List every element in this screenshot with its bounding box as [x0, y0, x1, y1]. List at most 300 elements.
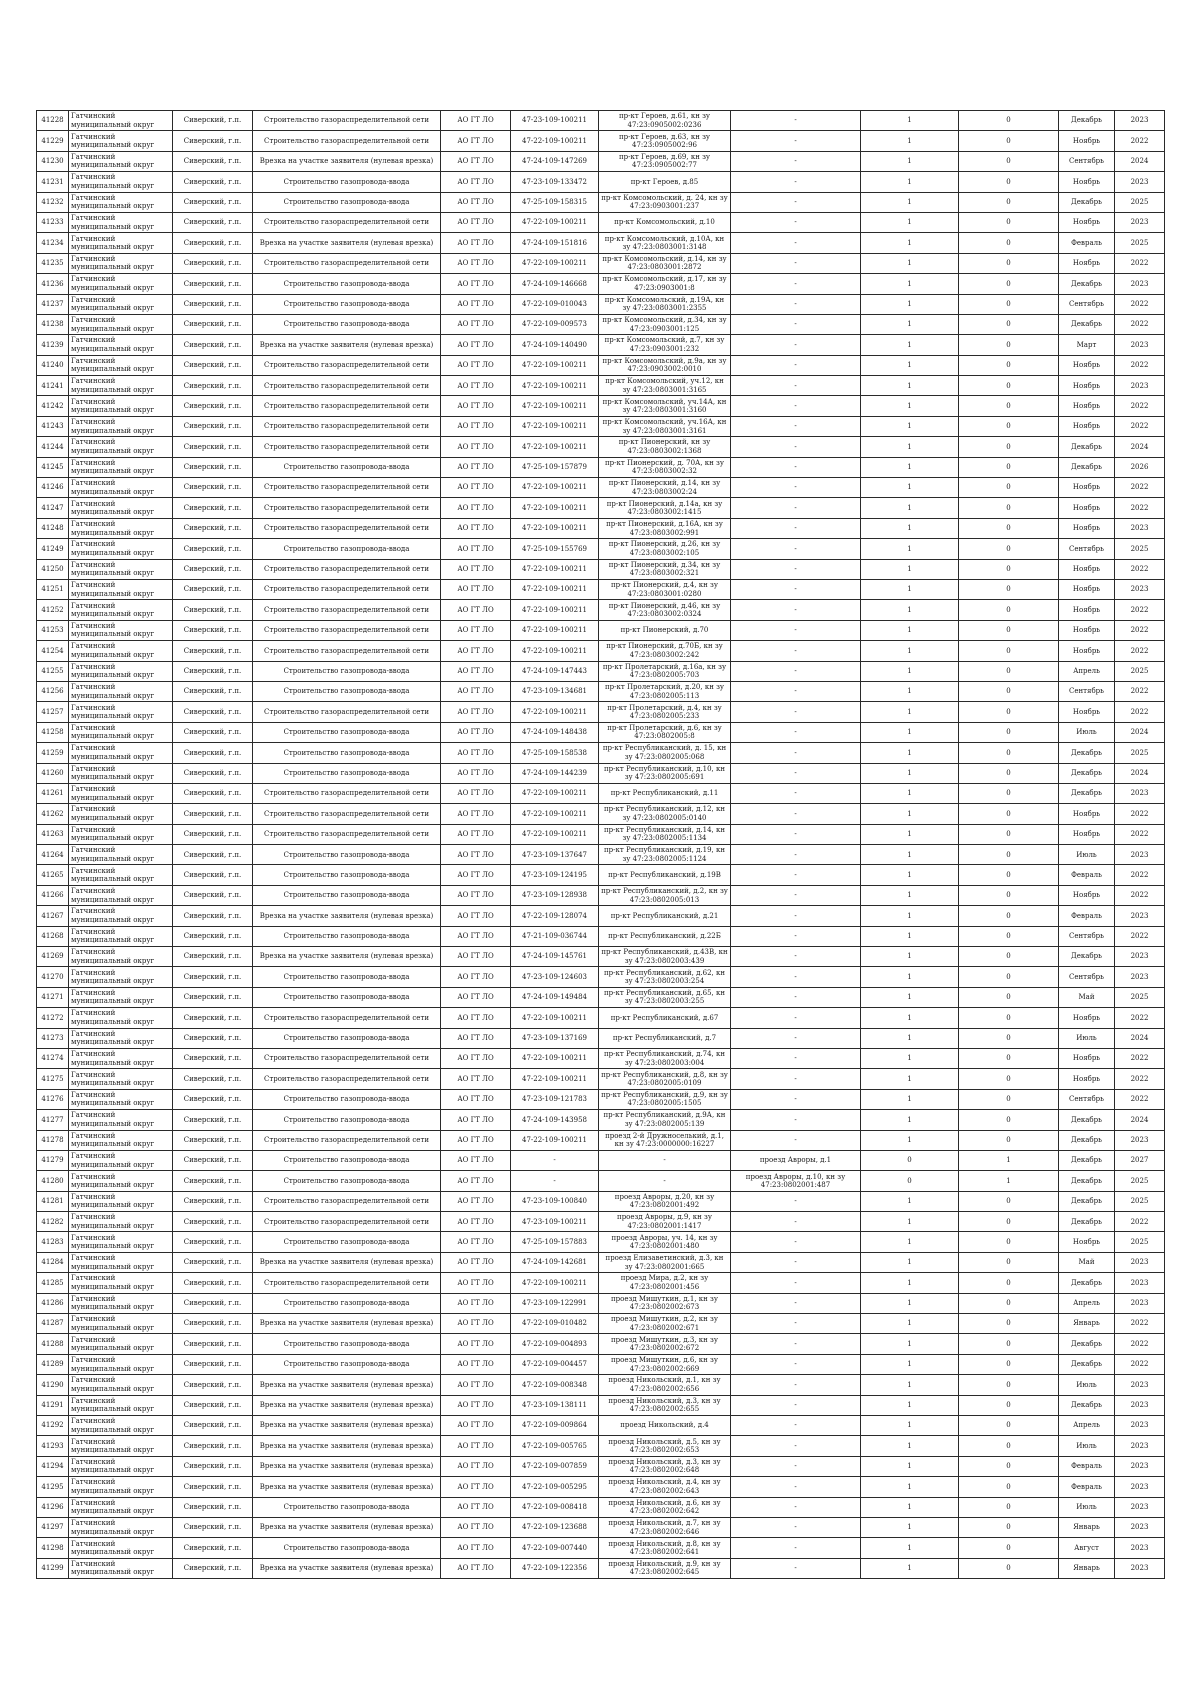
- address-cell: пр-кт Республиканский, д.43В, кн зу 47:23:0802003:439: [599, 947, 731, 967]
- address-cell: пр-кт Комсомольский, д.10: [599, 212, 731, 232]
- organization-cell: АО ГТ ЛО: [441, 1110, 511, 1130]
- month-cell: Ноябрь: [1059, 396, 1115, 416]
- extra-address-cell: -: [731, 1191, 861, 1211]
- settlement-cell: Сиверский, г.п.: [173, 865, 253, 885]
- month-cell: Ноябрь: [1059, 885, 1115, 905]
- district-cell: Гатчинский муниципальный округ: [69, 600, 173, 620]
- table-row: [37, 1212, 1165, 1232]
- work-type-cell: Строительство газопровода-ввода: [253, 1171, 441, 1191]
- address-cell: пр-кт Героев, д.69, кн зу 47:23:0905002:77: [599, 151, 731, 171]
- address-cell: пр-кт Республиканский, д.19В: [599, 865, 731, 885]
- table-row: [37, 1375, 1165, 1395]
- work-type-cell: Врезка на участке заявителя (нулевая врезка): [253, 1477, 441, 1497]
- count-2-cell: 0: [959, 437, 1059, 457]
- table-row: [37, 1558, 1165, 1578]
- work-type-cell: Строительство газораспределительной сети: [253, 559, 441, 579]
- request-code-cell: 47-25-109-157879: [511, 457, 599, 477]
- district-cell: Гатчинский муниципальный округ: [69, 763, 173, 783]
- table-row: [37, 1150, 1165, 1170]
- month-cell: Декабрь: [1059, 947, 1115, 967]
- table-row: [37, 947, 1165, 967]
- organization-cell: АО ГТ ЛО: [441, 396, 511, 416]
- settlement-cell: Сиверский, г.п.: [173, 1252, 253, 1272]
- address-cell: проезд 2-й Дружноселький, д.1, кн зу 47:23:0000000:16227: [599, 1130, 731, 1150]
- organization-cell: АО ГТ ЛО: [441, 1069, 511, 1089]
- address-cell: пр-кт Республиканский, д.62, кн зу 47:23:0802003:254: [599, 967, 731, 987]
- request-code-cell: 47-22-109-100211: [511, 416, 599, 436]
- count-1-cell: 1: [861, 416, 959, 436]
- extra-address-cell: -: [731, 845, 861, 865]
- settlement-cell: Сиверский, г.п.: [173, 620, 253, 640]
- organization-cell: АО ГТ ЛО: [441, 1436, 511, 1456]
- address-cell: пр-кт Республиканский, д.19, кн зу 47:23:0802005:1124: [599, 845, 731, 865]
- work-type-cell: Врезка на участке заявителя (нулевая врезка): [253, 1416, 441, 1436]
- work-type-cell: Врезка на участке заявителя (нулевая врезка): [253, 1314, 441, 1334]
- request-code-cell: 47-23-109-137169: [511, 1028, 599, 1048]
- month-cell: Декабрь: [1059, 1273, 1115, 1293]
- table-row: [37, 1232, 1165, 1252]
- row-number-cell: 41290: [37, 1375, 69, 1395]
- table-row: [37, 212, 1165, 232]
- district-cell: Гатчинский муниципальный округ: [69, 1089, 173, 1109]
- request-code-cell: 47-23-109-133472: [511, 172, 599, 192]
- table-row: [37, 396, 1165, 416]
- month-cell: Декабрь: [1059, 1191, 1115, 1211]
- address-cell: проезд Никольский, д.3, кн зу 47:23:0802002:655: [599, 1395, 731, 1415]
- extra-address-cell: -: [731, 1558, 861, 1578]
- work-type-cell: Строительство газораспределительной сети: [253, 1008, 441, 1028]
- table-row: [37, 539, 1165, 559]
- district-cell: Гатчинский муниципальный округ: [69, 661, 173, 681]
- row-number-cell: 41261: [37, 783, 69, 803]
- month-cell: Ноябрь: [1059, 518, 1115, 538]
- count-1-cell: 1: [861, 294, 959, 314]
- settlement-cell: Сиверский, г.п.: [173, 1416, 253, 1436]
- request-code-cell: 47-22-109-010043: [511, 294, 599, 314]
- count-2-cell: 0: [959, 1497, 1059, 1517]
- extra-address-cell: -: [731, 906, 861, 926]
- extra-address-cell: -: [731, 172, 861, 192]
- work-type-cell: Врезка на участке заявителя (нулевая врезка): [253, 1456, 441, 1476]
- count-1-cell: 1: [861, 192, 959, 212]
- count-2-cell: 0: [959, 1395, 1059, 1415]
- address-cell: пр-кт Пролетарский, д.4, кн зу 47:23:0802005:233: [599, 702, 731, 722]
- extra-address-cell: -: [731, 783, 861, 803]
- month-cell: Ноябрь: [1059, 1069, 1115, 1089]
- extra-address-cell: -: [731, 661, 861, 681]
- work-type-cell: Строительство газопровода-ввода: [253, 1334, 441, 1354]
- settlement-cell: Сиверский, г.п.: [173, 1354, 253, 1374]
- row-number-cell: 41268: [37, 926, 69, 946]
- settlement-cell: Сиверский, г.п.: [173, 926, 253, 946]
- count-2-cell: 0: [959, 335, 1059, 355]
- district-cell: Гатчинский муниципальный округ: [69, 416, 173, 436]
- district-cell: Гатчинский муниципальный округ: [69, 1354, 173, 1374]
- work-type-cell: Строительство газораспределительной сети: [253, 1130, 441, 1150]
- table-body: [37, 111, 1165, 1579]
- address-cell: пр-кт Пионерский, д.46, кн зу 47:23:0803002:0324: [599, 600, 731, 620]
- row-number-cell: 41262: [37, 804, 69, 824]
- table-row: [37, 1334, 1165, 1354]
- request-code-cell: 47-23-109-128938: [511, 885, 599, 905]
- count-2-cell: 0: [959, 681, 1059, 701]
- row-number-cell: 41236: [37, 274, 69, 294]
- table-row: [37, 743, 1165, 763]
- request-code-cell: 47-25-109-158315: [511, 192, 599, 212]
- request-code-cell: 47-22-109-100211: [511, 131, 599, 151]
- settlement-cell: Сиверский, г.п.: [173, 1232, 253, 1252]
- year-cell: 2024: [1115, 151, 1165, 171]
- year-cell: 2022: [1115, 681, 1165, 701]
- count-1-cell: 1: [861, 518, 959, 538]
- extra-address-cell: -: [731, 1354, 861, 1374]
- request-code-cell: 47-24-109-148438: [511, 722, 599, 742]
- table-row: [37, 681, 1165, 701]
- count-1-cell: 1: [861, 396, 959, 416]
- address-cell: проезд Никольский, д.7, кн зу 47:23:0802002:646: [599, 1517, 731, 1537]
- data-table: [36, 110, 1165, 1579]
- organization-cell: АО ГТ ЛО: [441, 355, 511, 375]
- address-cell: пр-кт Республиканский, д.9А, кн зу 47:23:0802005:139: [599, 1110, 731, 1130]
- row-number-cell: 41252: [37, 600, 69, 620]
- work-type-cell: Строительство газораспределительной сети: [253, 1069, 441, 1089]
- address-cell: проезд Авроры, д.9, кн зу 47:23:0802001:1417: [599, 1212, 731, 1232]
- work-type-cell: Строительство газопровода-ввода: [253, 1293, 441, 1313]
- count-2-cell: 0: [959, 212, 1059, 232]
- count-1-cell: 1: [861, 824, 959, 844]
- organization-cell: АО ГТ ЛО: [441, 1089, 511, 1109]
- year-cell: 2025: [1115, 987, 1165, 1007]
- count-2-cell: 0: [959, 947, 1059, 967]
- table-row: [37, 1395, 1165, 1415]
- extra-address-cell: -: [731, 1028, 861, 1048]
- address-cell: пр-кт Пионерский, д.70: [599, 620, 731, 640]
- address-cell: пр-кт Героев, д.85: [599, 172, 731, 192]
- district-cell: Гатчинский муниципальный округ: [69, 233, 173, 253]
- address-cell: проезд Авроры, уч. 14, кн зу 47:23:0802001:480: [599, 1232, 731, 1252]
- settlement-cell: Сиверский, г.п.: [173, 845, 253, 865]
- settlement-cell: Сиверский, г.п.: [173, 1497, 253, 1517]
- row-number-cell: 41258: [37, 722, 69, 742]
- table-row: [37, 498, 1165, 518]
- table-row: [37, 661, 1165, 681]
- request-code-cell: -: [511, 1171, 599, 1191]
- count-2-cell: 0: [959, 1110, 1059, 1130]
- settlement-cell: Сиверский, г.п.: [173, 600, 253, 620]
- table-row: [37, 967, 1165, 987]
- settlement-cell: Сиверский, г.п.: [173, 743, 253, 763]
- table-row: [37, 1110, 1165, 1130]
- row-number-cell: 41296: [37, 1497, 69, 1517]
- request-code-cell: 47-23-109-122991: [511, 1293, 599, 1313]
- address-cell: пр-кт Республиканский, д.8, кн зу 47:23:0802005:0109: [599, 1069, 731, 1089]
- address-cell: пр-кт Пионерский, д.70Б, кн зу 47:23:0803002:242: [599, 641, 731, 661]
- row-number-cell: 41240: [37, 355, 69, 375]
- month-cell: Декабрь: [1059, 1110, 1115, 1130]
- year-cell: 2023: [1115, 1395, 1165, 1415]
- table-row: [37, 131, 1165, 151]
- extra-address-cell: -: [731, 1048, 861, 1068]
- count-1-cell: 1: [861, 1089, 959, 1109]
- request-code-cell: 47-22-109-007440: [511, 1538, 599, 1558]
- count-2-cell: 0: [959, 518, 1059, 538]
- row-number-cell: 41249: [37, 539, 69, 559]
- count-2-cell: 0: [959, 783, 1059, 803]
- table-row: [37, 1191, 1165, 1211]
- organization-cell: АО ГТ ЛО: [441, 1130, 511, 1150]
- table-row: [37, 1497, 1165, 1517]
- count-2-cell: 0: [959, 579, 1059, 599]
- table-row: [37, 355, 1165, 375]
- table-row: [37, 1538, 1165, 1558]
- year-cell: 2022: [1115, 498, 1165, 518]
- year-cell: 2024: [1115, 722, 1165, 742]
- district-cell: Гатчинский муниципальный округ: [69, 111, 173, 131]
- work-type-cell: Строительство газораспределительной сети: [253, 376, 441, 396]
- count-1-cell: 1: [861, 845, 959, 865]
- extra-address-cell: -: [731, 763, 861, 783]
- organization-cell: АО ГТ ЛО: [441, 294, 511, 314]
- settlement-cell: Сиверский, г.п.: [173, 559, 253, 579]
- month-cell: Сентябрь: [1059, 967, 1115, 987]
- year-cell: 2023: [1115, 579, 1165, 599]
- work-type-cell: Врезка на участке заявителя (нулевая врезка): [253, 1436, 441, 1456]
- year-cell: 2023: [1115, 845, 1165, 865]
- extra-address-cell: -: [731, 335, 861, 355]
- district-cell: Гатчинский муниципальный округ: [69, 1028, 173, 1048]
- row-number-cell: 41287: [37, 1314, 69, 1334]
- row-number-cell: 41243: [37, 416, 69, 436]
- month-cell: Ноябрь: [1059, 478, 1115, 498]
- table-row: [37, 335, 1165, 355]
- address-cell: проезд Никольский, д.3, кн зу 47:23:0802002:648: [599, 1456, 731, 1476]
- request-code-cell: 47-22-109-100211: [511, 702, 599, 722]
- month-cell: Август: [1059, 1538, 1115, 1558]
- count-1-cell: 1: [861, 804, 959, 824]
- work-type-cell: Строительство газораспределительной сети: [253, 702, 441, 722]
- extra-address-cell: -: [731, 396, 861, 416]
- row-number-cell: 41270: [37, 967, 69, 987]
- row-number-cell: 41275: [37, 1069, 69, 1089]
- count-1-cell: 1: [861, 967, 959, 987]
- year-cell: 2022: [1115, 1048, 1165, 1068]
- organization-cell: АО ГТ ЛО: [441, 1191, 511, 1211]
- table-row: [37, 192, 1165, 212]
- count-2-cell: 0: [959, 1069, 1059, 1089]
- organization-cell: АО ГТ ЛО: [441, 518, 511, 538]
- table-row: [37, 314, 1165, 334]
- district-cell: Гатчинский муниципальный округ: [69, 396, 173, 416]
- count-2-cell: 0: [959, 1517, 1059, 1537]
- request-code-cell: 47-24-109-147443: [511, 661, 599, 681]
- year-cell: 2022: [1115, 641, 1165, 661]
- month-cell: Февраль: [1059, 1456, 1115, 1476]
- settlement-cell: Сиверский, г.п.: [173, 253, 253, 273]
- address-cell: пр-кт Комсомольский, д.19А, кн зу 47:23:0803001:2355: [599, 294, 731, 314]
- extra-address-cell: -: [731, 1069, 861, 1089]
- work-type-cell: Строительство газораспределительной сети: [253, 620, 441, 640]
- work-type-cell: Строительство газопровода-ввода: [253, 987, 441, 1007]
- district-cell: Гатчинский муниципальный округ: [69, 681, 173, 701]
- organization-cell: АО ГТ ЛО: [441, 416, 511, 436]
- address-cell: пр-кт Республиканский, д. 15, кн зу 47:23:0802005:068: [599, 743, 731, 763]
- work-type-cell: Строительство газопровода-ввода: [253, 1354, 441, 1374]
- organization-cell: АО ГТ ЛО: [441, 1171, 511, 1191]
- district-cell: Гатчинский муниципальный округ: [69, 1273, 173, 1293]
- address-cell: пр-кт Республиканский, д.10, кн зу 47:23:0802005:691: [599, 763, 731, 783]
- count-1-cell: 1: [861, 212, 959, 232]
- count-2-cell: 0: [959, 1252, 1059, 1272]
- work-type-cell: Строительство газопровода-ввода: [253, 1497, 441, 1517]
- row-number-cell: 41277: [37, 1110, 69, 1130]
- organization-cell: АО ГТ ЛО: [441, 1273, 511, 1293]
- year-cell: 2022: [1115, 559, 1165, 579]
- month-cell: Ноябрь: [1059, 702, 1115, 722]
- extra-address-cell: -: [731, 743, 861, 763]
- organization-cell: АО ГТ ЛО: [441, 1497, 511, 1517]
- work-type-cell: Строительство газораспределительной сети: [253, 131, 441, 151]
- year-cell: 2023: [1115, 1293, 1165, 1313]
- work-type-cell: Строительство газораспределительной сети: [253, 824, 441, 844]
- extra-address-cell: -: [731, 1436, 861, 1456]
- district-cell: Гатчинский муниципальный округ: [69, 743, 173, 763]
- settlement-cell: Сиверский, г.п.: [173, 1538, 253, 1558]
- count-2-cell: 0: [959, 1314, 1059, 1334]
- month-cell: Декабрь: [1059, 314, 1115, 334]
- row-number-cell: 41253: [37, 620, 69, 640]
- settlement-cell: Сиверский, г.п.: [173, 314, 253, 334]
- row-number-cell: 41246: [37, 478, 69, 498]
- settlement-cell: Сиверский, г.п.: [173, 1395, 253, 1415]
- count-1-cell: 1: [861, 1416, 959, 1436]
- table-row: [37, 233, 1165, 253]
- extra-address-cell: -: [731, 233, 861, 253]
- month-cell: Апрель: [1059, 1293, 1115, 1313]
- year-cell: 2023: [1115, 172, 1165, 192]
- table-row: [37, 1171, 1165, 1191]
- count-2-cell: 1: [959, 1171, 1059, 1191]
- district-cell: Гатчинский муниципальный округ: [69, 1416, 173, 1436]
- settlement-cell: Сиверский, г.п.: [173, 396, 253, 416]
- organization-cell: АО ГТ ЛО: [441, 1538, 511, 1558]
- settlement-cell: Сиверский, г.п.: [173, 416, 253, 436]
- district-cell: Гатчинский муниципальный округ: [69, 212, 173, 232]
- year-cell: 2026: [1115, 457, 1165, 477]
- table-row: [37, 702, 1165, 722]
- row-number-cell: 41271: [37, 987, 69, 1007]
- request-code-cell: 47-23-109-100211: [511, 1212, 599, 1232]
- extra-address-cell: -: [731, 192, 861, 212]
- extra-address-cell: -: [731, 1517, 861, 1537]
- year-cell: 2022: [1115, 1008, 1165, 1028]
- address-cell: проезд Никольский, д.8, кн зу 47:23:0802002:641: [599, 1538, 731, 1558]
- row-number-cell: 41276: [37, 1089, 69, 1109]
- count-2-cell: 0: [959, 294, 1059, 314]
- request-code-cell: 47-24-109-147269: [511, 151, 599, 171]
- table-row: [37, 804, 1165, 824]
- extra-address-cell: -: [731, 722, 861, 742]
- district-cell: Гатчинский муниципальный округ: [69, 314, 173, 334]
- organization-cell: АО ГТ ЛО: [441, 212, 511, 232]
- year-cell: 2024: [1115, 763, 1165, 783]
- year-cell: 2022: [1115, 314, 1165, 334]
- district-cell: Гатчинский муниципальный округ: [69, 1436, 173, 1456]
- month-cell: Ноябрь: [1059, 600, 1115, 620]
- table-row: [37, 865, 1165, 885]
- extra-address-cell: -: [731, 947, 861, 967]
- row-number-cell: 41279: [37, 1150, 69, 1170]
- year-cell: 2022: [1115, 865, 1165, 885]
- month-cell: Ноябрь: [1059, 1008, 1115, 1028]
- year-cell: 2025: [1115, 1191, 1165, 1211]
- row-number-cell: 41283: [37, 1232, 69, 1252]
- settlement-cell: Сиверский, г.п.: [173, 885, 253, 905]
- count-2-cell: 0: [959, 457, 1059, 477]
- row-number-cell: 41260: [37, 763, 69, 783]
- month-cell: Февраль: [1059, 906, 1115, 926]
- table-row: [37, 559, 1165, 579]
- row-number-cell: 41298: [37, 1538, 69, 1558]
- address-cell: пр-кт Пионерский, д.14, кн зу 47:23:0803002:24: [599, 478, 731, 498]
- count-1-cell: 1: [861, 457, 959, 477]
- row-number-cell: 41241: [37, 376, 69, 396]
- request-code-cell: 47-24-109-146668: [511, 274, 599, 294]
- count-2-cell: 0: [959, 885, 1059, 905]
- row-number-cell: 41231: [37, 172, 69, 192]
- settlement-cell: Сиверский, г.п.: [173, 212, 253, 232]
- settlement-cell: Сиверский, г.п.: [173, 783, 253, 803]
- settlement-cell: Сиверский, г.п.: [173, 1273, 253, 1293]
- address-cell: пр-кт Республиканский, д.65, кн зу 47:23:0802003:255: [599, 987, 731, 1007]
- count-2-cell: 0: [959, 1334, 1059, 1354]
- row-number-cell: 41238: [37, 314, 69, 334]
- organization-cell: АО ГТ ЛО: [441, 1375, 511, 1395]
- month-cell: Декабрь: [1059, 111, 1115, 131]
- row-number-cell: 41295: [37, 1477, 69, 1497]
- count-2-cell: 0: [959, 1538, 1059, 1558]
- count-1-cell: 1: [861, 355, 959, 375]
- extra-address-cell: -: [731, 539, 861, 559]
- organization-cell: АО ГТ ЛО: [441, 906, 511, 926]
- work-type-cell: Строительство газопровода-ввода: [253, 681, 441, 701]
- year-cell: 2023: [1115, 967, 1165, 987]
- count-1-cell: 1: [861, 763, 959, 783]
- count-2-cell: 0: [959, 1191, 1059, 1211]
- count-1-cell: 1: [861, 641, 959, 661]
- month-cell: Сентябрь: [1059, 539, 1115, 559]
- settlement-cell: Сиверский, г.п.: [173, 518, 253, 538]
- count-1-cell: 1: [861, 478, 959, 498]
- organization-cell: АО ГТ ЛО: [441, 641, 511, 661]
- organization-cell: АО ГТ ЛО: [441, 1334, 511, 1354]
- settlement-cell: Сиверский, г.п.: [173, 131, 253, 151]
- extra-address-cell: -: [731, 212, 861, 232]
- row-number-cell: 41234: [37, 233, 69, 253]
- address-cell: проезд Мишуткин, д.3, кн зу 47:23:0802002:672: [599, 1334, 731, 1354]
- settlement-cell: Сиверский, г.п.: [173, 1069, 253, 1089]
- extra-address-cell: -: [731, 1008, 861, 1028]
- work-type-cell: Строительство газопровода-ввода: [253, 743, 441, 763]
- row-number-cell: 41292: [37, 1416, 69, 1436]
- settlement-cell: Сиверский, г.п.: [173, 804, 253, 824]
- district-cell: Гатчинский муниципальный округ: [69, 722, 173, 742]
- year-cell: 2023: [1115, 1375, 1165, 1395]
- work-type-cell: Строительство газопровода-ввода: [253, 1089, 441, 1109]
- count-2-cell: 0: [959, 763, 1059, 783]
- count-1-cell: 1: [861, 885, 959, 905]
- table-row: [37, 416, 1165, 436]
- work-type-cell: Строительство газораспределительной сети: [253, 518, 441, 538]
